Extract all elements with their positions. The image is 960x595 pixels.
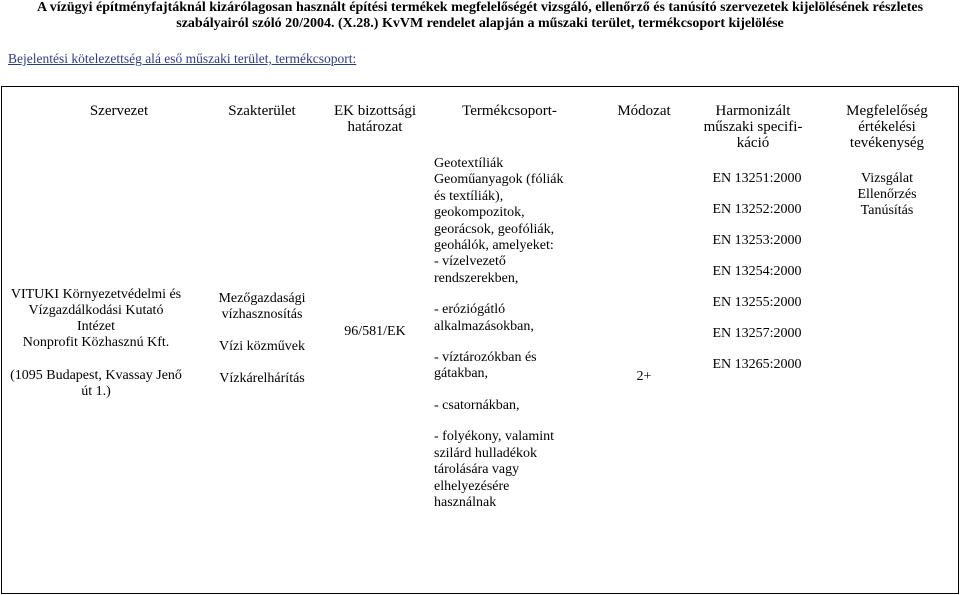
- termekcsoport-cell: [434, 156, 574, 511]
- szakterulet-cell: [207, 291, 317, 387]
- spec-list: [692, 171, 822, 373]
- org-address: (1095 Budapest, Kvassay Jenő út 1.): [10, 368, 182, 399]
- header-termekcsoport: Termékcsoport-: [462, 103, 557, 119]
- termekcsoport-intro: Geoműanyagok (fóliák és textíliák), geokompozitok, georácsok, geofóliák, geohálók, amelyeket:: [434, 172, 564, 254]
- header-szakterulet: Szakterület: [228, 103, 296, 119]
- termekcsoport-item4: - csatornákban,: [434, 397, 520, 413]
- activity-vizsgalat: Vizsgálat: [860, 171, 914, 186]
- spec-item: EN 13252:2000: [712, 202, 802, 217]
- spec-item: EN 13251:2000: [712, 171, 802, 186]
- org-name-line1: VITUKI Környezetvédelmi és: [10, 287, 182, 302]
- termekcsoport-item5: - folyékony, valamint szilárd hulladékok tárolására vagy elhelyezésére használnak: [434, 429, 555, 510]
- termekcsoport-item2: - eróziógátló alkalmazásokban,: [434, 302, 534, 334]
- spec-item: EN 13253:2000: [712, 233, 802, 248]
- header-harmonizalt: Harmonizált műszaki specifi-káció: [703, 103, 803, 151]
- org-name-line3: Intézet: [76, 319, 116, 334]
- spec-item: EN 13254:2000: [712, 264, 802, 279]
- header-szervezet: Szervezet: [89, 103, 149, 119]
- header-ek-decision: EK bizottsági határozat: [333, 103, 417, 135]
- termekcsoport-item3: - víztározókban és gátakban,: [434, 350, 537, 382]
- header-modozat: Módozat: [617, 103, 671, 119]
- ek-decision-value: 96/581/EK: [344, 324, 406, 339]
- szakterulet-line1: Mezőgazdasági: [218, 291, 306, 306]
- org-name-line2: Vízgazdálkodási Kutató: [28, 303, 164, 318]
- szakterulet-line2: vízhasznosítás: [221, 307, 303, 322]
- szakterulet-line4: Vízkárelhárítás: [219, 371, 305, 386]
- activities-cell: [832, 171, 942, 219]
- spec-item: EN 13255:2000: [712, 295, 802, 310]
- termekcsoport-heading: Geotextíliák: [434, 156, 504, 171]
- designation-table: [1, 86, 959, 594]
- organization-cell: [6, 287, 186, 400]
- activity-tanusitas: Tanúsítás: [860, 203, 914, 218]
- modozat-value: 2+: [636, 369, 652, 384]
- org-name-line4: Nonprofit Közhasznú Kft.: [22, 335, 170, 350]
- spec-item: EN 13265:2000: [712, 357, 802, 372]
- spec-item: EN 13257:2000: [712, 326, 802, 341]
- szakterulet-line3: Vízi közművek: [219, 339, 305, 354]
- document-subtitle: Bejelentési kötelezettség alá eső műszaki terület, termékcsoport:: [8, 51, 357, 66]
- termekcsoport-item1: - vízelvezető rendszerekben,: [434, 254, 519, 286]
- activity-ellenorzes: Ellenőrzés: [857, 187, 917, 202]
- document-title: A vízügyi építményfajtáknál kizárólagosan használt építési termékek megfelelőségét vizsgáló, ellenőrző és tanúsító szervezetek kijelölésének részletes szabályairól szóló 20/2004. (X.28.) KvVM rendelet alapján a műszaki terület, termékcsoport kijelölése: [36, 0, 924, 31]
- header-megfeleloseg: Megfelelőség értékelési tevékenység: [846, 103, 928, 151]
